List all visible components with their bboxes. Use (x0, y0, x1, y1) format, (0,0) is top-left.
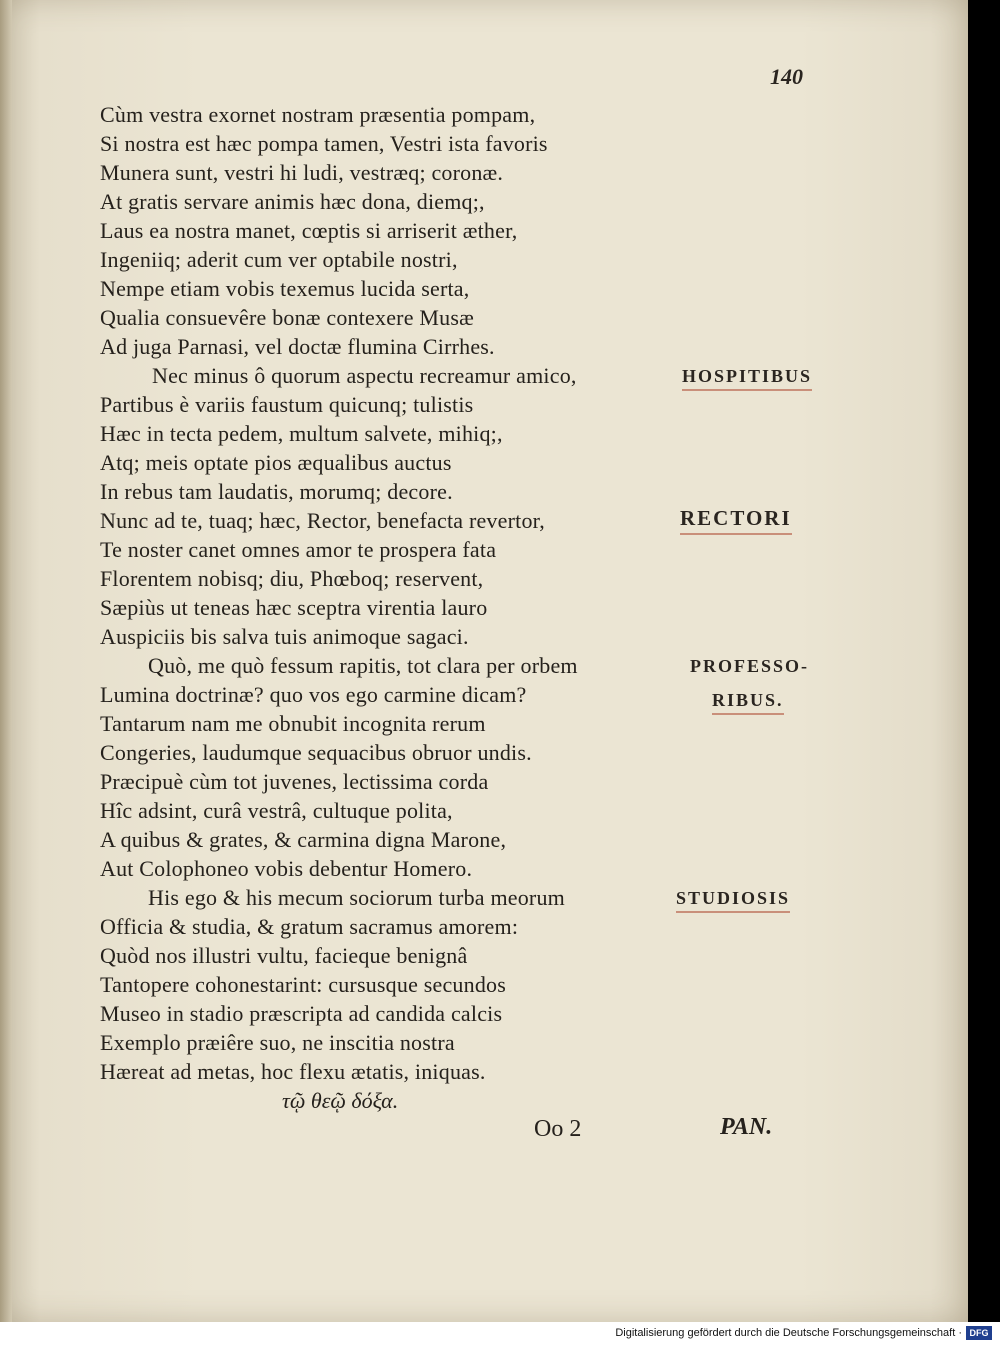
marginal-note-professoribus-2: RIBUS. (712, 690, 784, 715)
dfg-logo-icon: DFG (966, 1326, 992, 1340)
poem-line: Partibus è variis faustum quicunq; tulistis (100, 392, 474, 417)
poem-line: Lumina doctrinæ? quo vos ego carmine dicam? (100, 682, 527, 707)
poem-line: Quò, me quò fessum rapitis, tot clara per orbem (148, 653, 578, 678)
poem-line: Auspiciis bis salva tuis animoque sagaci. (100, 624, 469, 649)
greek-doxology: τῷ θεῷ δόξα. (282, 1088, 399, 1113)
page-binding-edge (0, 0, 12, 1322)
marginal-note-hospitibus: HOSPITIBUS (682, 366, 812, 391)
marginal-note-rectori: RECTORI (680, 506, 792, 535)
poem-line: In rebus tam laudatis, morumq; decore. (100, 479, 453, 504)
signature-mark: Oo 2 (534, 1116, 582, 1142)
poem-line: Nunc ad te, tuaq; hæc, Rector, benefacta revertor, (100, 508, 545, 533)
poem-line: Museo in stadio præscripta ad candida calcis (100, 1001, 503, 1026)
poem-line: Ad juga Parnasi, vel doctæ flumina Cirrhes. (100, 334, 495, 359)
marginal-note-professoribus-1: PROFESSO- (690, 656, 810, 676)
poem-line: Quòd nos illustri vultu, facieque benignâ (100, 943, 468, 968)
poem-line: Aut Colophoneo vobis debentur Homero. (100, 856, 473, 881)
poem-line: Hæreat ad metas, hoc flexu ætatis, iniquas. (100, 1059, 486, 1084)
poem-line: Nempe etiam vobis texemus lucida serta, (100, 276, 470, 301)
folio-number: 140 (770, 64, 803, 89)
poem-line: Qualia consuevêre bonæ contexere Musæ (100, 305, 474, 330)
poem-line: Laus ea nostra manet, cœptis si arriserit æther, (100, 218, 518, 243)
poem-line: Exemplo præiêre suo, ne inscitia nostra (100, 1030, 455, 1055)
poem-line: Tantarum nam me obnubit incognita rerum (100, 711, 486, 736)
poem-line: Tantopere cohonestarint: cursusque secundos (100, 972, 506, 997)
catchword: PAN. (720, 1114, 773, 1140)
poem-line: At gratis servare animis hæc dona, diemq;, (100, 189, 485, 214)
poem-line: Munera sunt, vestri hi ludi, vestræq; coronæ. (100, 160, 504, 185)
poem-line: Florentem nobisq; diu, Phœboq; reservent, (100, 566, 484, 591)
poem-line: Si nostra est hæc pompa tamen, Vestri ista favoris (100, 131, 548, 156)
poem-line: Hîc adsint, curâ vestrâ, cultuque polita, (100, 798, 453, 823)
poem-line: Præcipuè cùm tot juvenes, lectissima corda (100, 769, 489, 794)
marginal-note-studiosis: STUDIOSIS (676, 888, 790, 913)
poem-line: Atq; meis optate pios æqualibus auctus (100, 450, 452, 475)
poem-line: A quibus & grates, & carmina digna Marone, (100, 827, 507, 852)
digitization-footer (0, 1322, 1000, 1346)
poem-line: Ingeniiq; aderit cum ver optabile nostri, (100, 247, 458, 272)
poem-line: His ego & his mecum sociorum turba meorum (148, 885, 565, 910)
poem-line: Nec minus ô quorum aspectu recreamur amico, (152, 363, 577, 388)
poem-line: Sæpiùs ut teneas hæc sceptra virentia lauro (100, 595, 488, 620)
poem-line: Officia & studia, & gratum sacramus amorem: (100, 914, 519, 939)
poem-line: Cùm vestra exornet nostram præsentia pompam, (100, 102, 536, 127)
poem-line: Te noster canet omnes amor te prospera fata (100, 537, 497, 562)
poem-line: Hæc in tecta pedem, multum salvete, mihiq;, (100, 421, 503, 446)
poem-line: Congeries, laudumque sequacibus obruor undis. (100, 740, 532, 765)
footer-credit: Digitalisierung gefördert durch die Deutsche Forschungsgemeinschaft · (615, 1327, 962, 1339)
